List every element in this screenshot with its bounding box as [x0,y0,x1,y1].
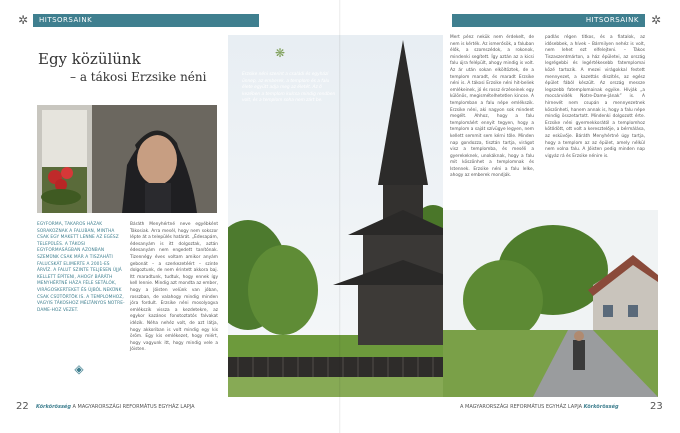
diamond-ornament-icon: ◈ [74,362,84,376]
pull-quote: Erzsike néni szerint a családi és egyházi ünnep, az emberek, a templom és a falu élete együtt adja meg az életét. Az ő kezében a templom kulcsa mindig rendben volt, és a templom soha nem zárt be. [242,72,336,103]
left-page-number: 22 [16,401,29,412]
article-subtitle: – a tákosi Erzsike néni [70,70,207,84]
left-footer-brand: Körkörösség [36,404,71,410]
right-footer-publication: A MAGYARORSZÁGI REFORMÁTUS EGYHÁZ LAPJA [460,404,583,410]
right-footer [460,404,619,410]
left-ornament-icon: ✲ [17,13,29,27]
lead-paragraph: EGYFORMA, TAKAROS HÁZAK SORAKOZNAK A FALUBAN, MINTHA CSAK EGY MAKETT LENNE AZ EGÉSZ TELEPÜLÉS. A TÁKOSI EGYFORMASÁGBAN AZONBAN SZEMÜNK CSAK MÁR A TISZAHÁTI FALUCSKÁT ELIMERTE A 2001-ES ÁRVÍZ. A FALUT SZINTE TELJESEN ÚJJÁ KELLETT ÉPÍTENI, AHOGY BÁRÁTH MENYHÉRTNÉ HÁZA FÉLE SETÁLÓK, VIRÁGOSKERTEKET ÉS ÚJBÓL NEKÜNK CSAK CSÜTÖRTÖK IS. A TEMPLOMHOZ, VAGYIS TÁKOSHOZ MÉLTÁNYOS NOTRE-DAME-HOZ VEZET. [37,222,125,313]
left-footer-publication: A MAGYARORSZÁGI REFORMÁTUS EGYHÁZ LAPJA [72,404,195,410]
article-title: Egy közülünk [38,50,141,68]
flower-ornament-icon: ❋ [274,46,286,60]
right-page-number: 23 [650,401,663,412]
left-section-bar: HITSORSAINK [33,14,259,27]
body-column-2: Mert pénz nekük nem érdekelt, de nem is kérték. Az ismerősök, a faluban élők, a szomszédok, a rokonok, mindenki segített. Így aztán az a kicsi falu újra felépült, ahogy mindig is volt. Az ár után sokan elköltöztek, de a templom maradt, és maradt Erzsike néni is. A tákosi Erzsike néni hit-beliek emlékeinek, jó és rossz érzéseinek egy különös, megismételhetetlen kincse. A templomban a falu népe emlékszik. Erzsike néni, aki nagyon sok mindent megélt. Ahhoz, hogy a falu templomáért ennyit tegyen, hogy a templom a saját szívügye legyen, nem kellett semmit sem kérni tőle. Minden nap gondozza, tisztán tartja, virágot visz a templomba, és meséli a gyerekeknek, unokáknak, hogy a falu mit köszönhet a templomnak és Istennek. Erzsike néni a falu lelke, ahogy az emberek mondják. [450,35,534,179]
right-ornament-icon: ✲ [650,13,662,27]
left-footer [36,404,195,410]
body-column-1: Báráth Menyhértné neve egyébként Tákosiak. Arra mesél, hogy nem sokszor lépte át a település határát. „Édesapám, édesanyám is itt dolgoztak, aztán édesanyám nem engedett tanítónak. Tizennégy éves voltam amikor anyám gebonát – a szerkezetéért – szinte dolgoztunk, de nem érintett akkora baj. Itt maradtunk, tudtuk, hogy ennek így kell lennie. Mindig azt mondta az ember, hogy a Jóisten velünk van jóban, rosszban, de valahogy mindig minden jóra fordult. Erzsike néni mosolyogva emlékszik vissza a kezdetekre, az egykor kazános fonotoztatós falvakat idézik. Néha nehéz volt, de azt látja, hogy akkoriban is volt mindig egy kis öröm. Egy kis emlékezet, hogy miért, hogy vagyunk itt, hogy mindig vele a Jóisten. [130,222,218,353]
village-road-photo [443,210,658,397]
spread-gutter [339,0,341,433]
right-section-bar: HITSORSAINK [452,14,645,27]
body-column-3: padlás régen titkos, és a fiatalok, az idősebbek, a hívek – Bármilyen nehéz is volt, nem lehet ezt elfelejteni. – Tákos Tiszaszentmárton, a ház épületei, az ország legrégebbi és legértékesebb fatemplomai közé tartozik. A mezei virágokkal festett mennyezet, a kazettás díszítés, az egész épület fából készült. Az ország messze legszebb fatemplomainak egyike. Hívják „a mocsárvidék Notre-Dame-jának” is. A hírnevét nem csupán a mennyezetnek köszönheti, hanem annak is, hogy a falu népe mindig összetartott. Mindenki dolgozott érte. Erzsike néni gyermekkorától a templomhoz kötődött, ott volt a keresztelője, a bérmálása, az esküvője. Báráth Menyhértné úgy tartja, hogy a templom az az épület, amely nélkül nem volna falu. A Jóisten pedig minden nap vigyáz rá és Erzsike nénire is. [545,35,645,159]
right-footer-brand: Körkörösség [583,404,619,410]
portrait-photo [37,105,217,213]
